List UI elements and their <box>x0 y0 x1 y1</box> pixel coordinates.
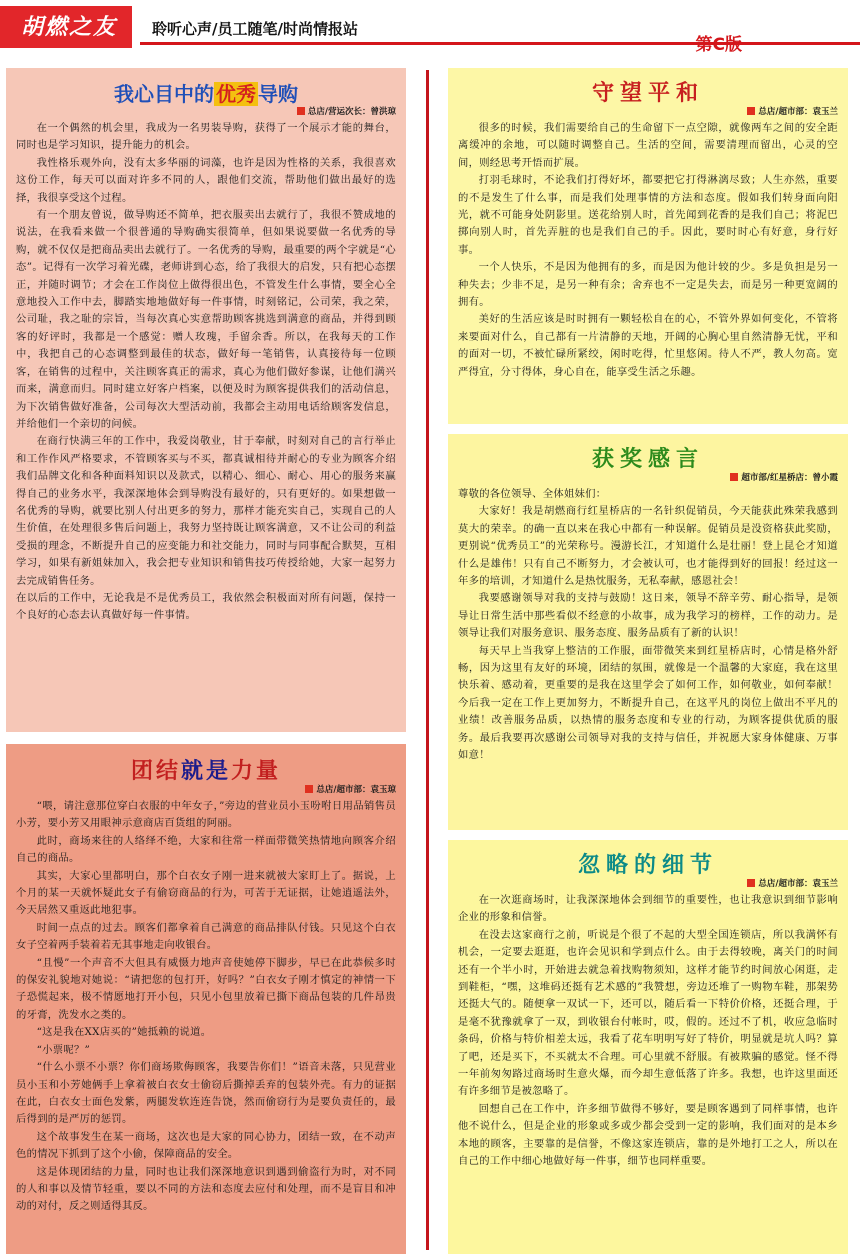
section-title: 聆听心声/员工随笔/时尚情报站 <box>152 20 358 38</box>
paragraph: 在一次逛商场时，让我深深地体会到细节的重要性，也让我意识到细节影响企业的形象和信誉。 <box>458 894 838 924</box>
byline-marker-icon <box>297 107 305 115</box>
article-title: 获奖感言 <box>591 447 704 472</box>
article-title <box>16 754 396 784</box>
byline-marker-icon <box>730 473 738 481</box>
page-header <box>0 0 860 58</box>
paragraph: 在一个偶然的机会里，我成为一名男装导购，获得了一个展示才能的舞台，同时也是学习知识，提升能力的机会。 <box>16 122 396 152</box>
paragraph: 我性格乐观外向，没有太多华丽的词藻，也许是因为性格的关系，我很喜欢这份工作，每天可以面对许多不同的人，跟他们交流，帮助他们做出最好的选择，我很享受这个过程。 <box>16 156 396 204</box>
article-byline <box>16 784 396 796</box>
byline-marker-icon <box>305 785 313 793</box>
article-ignored-details <box>448 840 848 1254</box>
byline-marker-icon <box>747 107 755 115</box>
article-award-speech <box>448 434 848 830</box>
byline-text: 超市部/红星桥店：曾小霞 <box>741 473 838 483</box>
paragraph: “且慢”一个声音不大但具有威慑力地声音使她停下脚步，早已在此恭候多时的保安礼貌地对她说：“请把您的包打开，好吗？”白衣女子刚才慎定的神情一下子恐慌起来，极不情愿地打开小包，只见小包里放着已撕下商品包装的几件昂贵的牙膏，洗发水之类的。 <box>16 956 396 1021</box>
byline-text: 总店/营运次长：曾洪琼 <box>307 107 396 117</box>
paragraph: “这是我在XX店买的”她抵赖的说道。 <box>36 1026 212 1039</box>
paragraph: “什么小票不小票？你们商场欺侮顾客，我要告你们！”语音未落，只见营业员小玉和小芳她俩手上拿着被白衣女士偷窃后撕掉丢弃的包装外壳。有力的证据在此，白衣女士面色发紫，两腿发软连连告饶，然而偷窃行为是要负责任的，最后得到的是严厉的惩罚。 <box>16 1061 396 1126</box>
paragraph: 美好的生活应该是时时拥有一颗轻松自在的心，不管外界如何变化，不管将来要面对什么，自己都有一片清静的天地，开阔的心胸心里自然清静无忧，平和的面对一切，不被忙碌所紧绞，闲时吃得，忙里悠闲。待人不严，教人勿高。宽严得宜，分寸得体，身心自在，能享受生活之乐趣。 <box>458 313 838 378</box>
title-part: 就是 <box>180 759 231 784</box>
paragraph: “喂，请注意那位穿白衣服的中年女子，”旁边的营业员小玉吩咐日用品销售员小芳，要小芳又用眼神示意商店百货组的阿丽。 <box>16 800 396 830</box>
article-byline <box>458 472 838 484</box>
paragraph: 有一个朋友曾说，做导购还不简单，把衣服卖出去就行了，我很不赞成地的说法，在我看来做一个很普通的导购确实很简单，但如果说要做一名优秀的导购，就不仅仅是把商品卖出去就行了。一名优秀的导购，最重要的两个字就是“心态”。记得有一次学习着光碟，老师讲到心态，给了我很大的启发，只有把心态摆正，并随时调节；才会在工作岗位上做得很出色，不管发生什么事情，要全心全意地投入工作中去，脚踏实地地做好每一件事情，时刻铭记，公司荣，我之荣，公司耻，我之耻的宗旨，当每次真心实意帮助顾客挑选到满意的商品，并得到顾客的好评时，我都是一个感觉：赠人玫瑰，手留余香。所以，在我每天的工作中，我把自己的心态调整到最佳的状态，做好每一笔销售，认真接待每一位顾客，在销售的过程中，关注顾客真正的需求，真心为他们做好参谋，让他们满兴而来，满意而归。同时建立好客户档案，以便及时为顾客提供我们的活动信息，为下次销售做好准备，公司每次大型活动前，我都会主动用电话给顾客发信息，并给他们一个亲切的问候。 <box>16 209 396 430</box>
article-title: 忽略的细节 <box>577 853 718 878</box>
masthead-logo: 胡燃之友 <box>6 6 132 48</box>
paragraph: 其实，大家心里都明白，那个白衣女子刚一进来就被大家盯上了。据说，上个月的某一天就怀疑此女子有偷窃商品的行为，可苦于无证据，让她逍遥法外，今天居然又重返此地犯事。 <box>16 869 396 917</box>
article-byline <box>458 106 838 118</box>
column-divider <box>426 70 429 1250</box>
paragraph: 此时，商场来往的人络绎不绝，大家和往常一样面带微笑热情地向顾客介绍自己的商品。 <box>16 834 396 865</box>
paragraph: “小票呢？” <box>36 1043 91 1056</box>
article-byline <box>16 106 396 118</box>
byline-text: 总店/超市部：袁玉兰 <box>758 107 838 117</box>
byline-text: 总店/超市部：袁玉兰 <box>758 879 838 889</box>
byline-marker-icon <box>747 879 755 887</box>
byline-text: 总店/超市部：袁玉琼 <box>316 785 396 795</box>
article-title: 守望平和 <box>591 81 704 106</box>
title-part: 导购 <box>258 82 298 106</box>
header-rule <box>140 42 860 45</box>
article-byline <box>458 878 838 890</box>
article-keep-peace <box>448 68 848 424</box>
edition-label: 第C版 <box>695 35 742 55</box>
title-part: 团结 <box>130 759 181 784</box>
title-part: 我心目中的 <box>114 82 214 106</box>
title-highlight: 优秀 <box>216 82 256 106</box>
paragraph: 时间一点点的过去。顾客们都拿着自己满意的商品排队付钱。只见这个白衣女子空着两手装着若无其事地走向收银台。 <box>16 921 396 952</box>
paragraph: 很多的时候，我们需要给自己的生命留下一点空隙，就像两车之间的安全距离缓冲的余地，可以随时调整自己。生活的空间，需要清理而留出，心灵的空间，则经思考开悟而扩展。 <box>458 122 838 169</box>
article-title <box>16 78 396 106</box>
paragraph: 一个人快乐，不是因为他拥有的多，而是因为他计较的少。多是负担是另一种失去；少非不足，是另一种有余；舍弃也不一定是失去，而是另一种更宽阔的拥有。 <box>458 261 838 309</box>
title-part: 力量 <box>231 759 282 784</box>
paragraph: 在商行快满三年的工作中，我爱岗敬业，甘于奉献，时刻对自己的言行举止和工作作风严格要求，不管顾客买与不买，都真诚相待并耐心的专业为顾客介绍我们品牌文化和各种面料知识以及款式，以精心、细心、耐心、用心的服务来赢得自己的业务水平，我深深地体会到导购没有最好的，只有更好的。如果想做一名优秀的导购，就要比别人付出更多的努力，那样才能充实自己，实现自己的人生价值，在处理很多售后问题上，我努力坚持既让顾客满意，又不让公司的利益受损的理念，不断提升自己的应变能力和社交能力，同时与同事配合默契，互相学习，如果有新姐妹加入，我会把专业知识和销售技巧传授给她，大家一起努力去完成销售任务。 <box>16 435 396 587</box>
paragraph: 我要感谢领导对我的支持与鼓励！这日来，领导不辞辛劳、耐心指导，是领导让日常生活中那些看似不经意的小故事，成为我学习的榜样，工作的动力。是领导让我们对服务意识、服务态度、服务品质有了新的认识！ <box>458 592 838 640</box>
article-excellent-guide <box>6 68 406 732</box>
paragraph: 在以后的工作中，无论我是不是优秀员工，我依然会积极面对所有问题，保持一个良好的心态去认真做好每一件事情。 <box>16 591 396 622</box>
paragraph: 每天早上当我穿上整洁的工作服，面带微笑来到红星桥店时，心情是格外舒畅，因为这里有友好的环境，团结的氛围，就像是一个温馨的大家庭，我在这里快乐着、感动着，更重要的是我在这里学会了如何工作，如何敬业，如何奉献！今后我一定在工作上更加努力，不断提升自己，在这平凡的岗位上做出不平凡的业绩！改善服务品质，以热情的服务态度和专业的行动，为顾客提供优质的服务。最后我要再次感谢公司领导对我的支持与信任，并祝愿大家身体健康、万事如意！ <box>458 644 838 762</box>
paragraph: 在没去这家商行之前，听说是个很了不起的大型全国连锁店，所以我满怀有机会，一定要去逛逛，也许会见识和学到点什么。由于去得较晚，离关门的时间还有一个半小时，开始进去就急着找购物须知，这样才能节约时间放心闲逛，走到鞋柜，“嘿，这堆码还挺有艺术感的”我赞想，旁边还堆了一购物车鞋，那架势还挺大气的。随便拿一双试一下，还可以，随后看一下特价价格，还挺合理，于是毫不犹豫就拿了一双，到收银台付帐时，哎，假的。还过不了机，收应急临时条码，价格与特价相差太远，我看了花车明明写好了特价，明显就是坑人吗？算了吧，还是买下，不买就太不合理。可心里就不舒服。有被欺骗的感觉。怪不得一年前匆匆路过商场时生意火爆，而今却生意低落了许多。我想，也许这里面还有许多细节是被忽略了。 <box>458 928 838 1098</box>
paragraph: 大家好！我是胡燃商行红星桥店的一名针织促销员，今天能获此殊荣我感到莫大的荣幸。的确一直以来在我心中都有一种误解。促销员是没资格获此奖励，更别说“优秀员工”的光荣称号。漫游长江，才知道什么是壮丽！登上昆仑才知道什么是雄伟！只有自己不断努力，才会被认可，也才能得到好的回报！经过这一年多的培训，才知道什么是热忱服务，无私奉献，感恩社会！ <box>458 505 838 588</box>
paragraph: 打羽毛球时，不论我们打得好坏，都要把它打得淋漓尽致；人生亦然，重要的不是发生了什么事，而是我们处理事情的方法和态度。假如我们转身面向阳光，就不可能身处阴影里。送花给别人时，首先闻到花香的是我们自己；将泥巴掷向别人时，首先弄脏的也是我们自己的手。因此，要时时心有好意，身行好事。 <box>458 174 838 256</box>
paragraph: 回想自己在工作中，许多细节做得不够好，要是顾客遇到了同样事情，也许他不说什么，但是企业的形象或多或少都会受到一定的影响，我们面对的是本乡本地的顾客，主要靠的是信誉，不像这家连锁店，靠的是外地打工之人，所以在自己的工作中细心地做好每一件事，细节也同样重要。 <box>458 1102 838 1168</box>
paragraph: 这是体现团结的力量，同时也让我们深深地意识到遇到偷盗行为时，对不同的人和事以及情节轻重，要以不同的方法和态度去应付和处理，而不是盲目和冲动的对付，反之则适得其反。 <box>16 1165 396 1213</box>
article-unity-strength <box>6 744 406 1254</box>
paragraph: 这个故事发生在某一商场，这次也是大家的同心协力，团结一致，在不动声色的情况下抓到了这个小偷，保障商品的安全。 <box>16 1130 396 1161</box>
paragraph: 尊敬的各位领导、全体姐妹们： <box>458 488 607 500</box>
